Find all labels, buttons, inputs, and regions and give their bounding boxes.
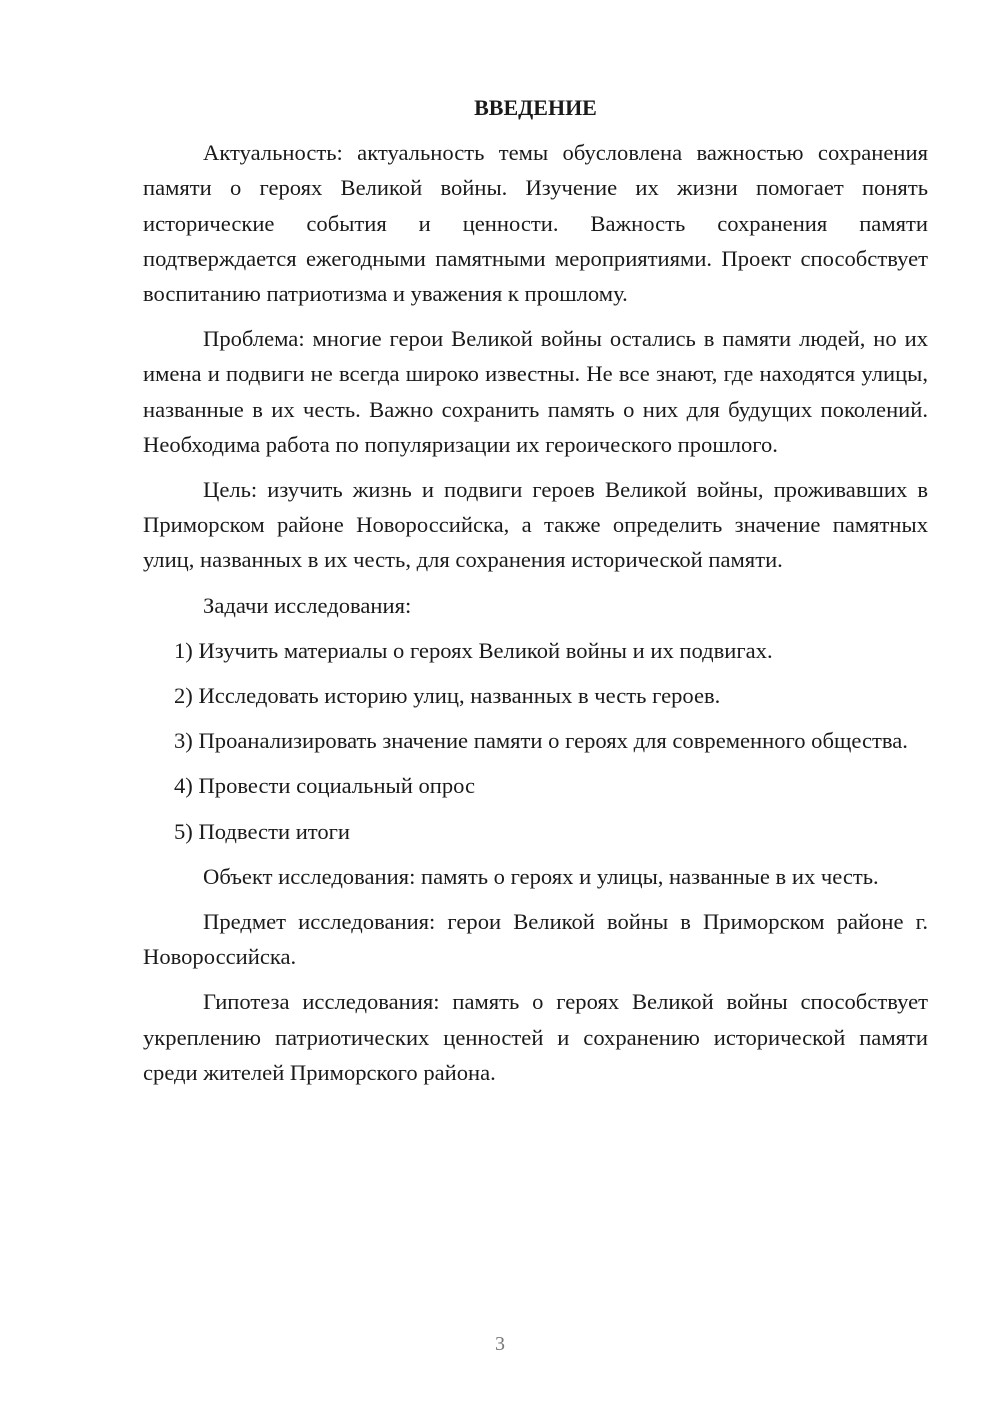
problem-paragraph: Проблема: многие герои Великой войны остались в памяти людей, но их имена и подвиги не всегда широко известны. Не все знают, где находятся улицы, названные в их честь. Важно сохранить память о них для будущих поколений. Необходима работа по популяризации их героического прошлого. <box>143 326 928 457</box>
page-number: 3 <box>495 1333 505 1355</box>
object-paragraph: Объект исследования: память о героях и улицы, названные в их честь. <box>203 863 879 889</box>
section-title: ВВЕДЕНИЕ <box>474 95 597 120</box>
task-item: 5) Подвести итоги <box>174 818 351 844</box>
hypothesis-paragraph: Гипотеза исследования: память о героях Великой войны способствует укреплению патриотических ценностей и сохранению исторической памяти среди жителей Приморского района. <box>143 989 928 1085</box>
goal-paragraph: Цель: изучить жизнь и подвиги героев Великой войны, проживавших в Приморском районе Новороссийска, а также определить значение памятных улиц, названных в их честь, для сохранения исторической памяти. <box>143 477 928 573</box>
relevance-paragraph: Актуальность: актуальность темы обусловлена важностью сохранения памяти о героях Великой войны. Изучение их жизни помогает понять исторические события и ценности. Важность сохранения памяти подтверждается ежегодными памятными мероприятиями. Проект способствует воспитанию патриотизма и уважения к прошлому. <box>143 140 928 307</box>
tasks-list <box>143 633 928 849</box>
document-page <box>143 90 928 1090</box>
subject-paragraph: Предмет исследования: герои Великой войны в Приморском районе г. Новороссийска. <box>143 909 928 970</box>
task-item: 1) Изучить материалы о героях Великой войны и их подвигах. <box>174 637 773 663</box>
task-item: 4) Провести социальный опрос <box>174 773 476 799</box>
tasks-heading: Задачи исследования: <box>203 592 412 618</box>
task-item: 2) Исследовать историю улиц, названных в честь героев. <box>174 683 721 709</box>
task-item: 3) Проанализировать значение памяти о героях для современного общества. <box>174 728 908 754</box>
